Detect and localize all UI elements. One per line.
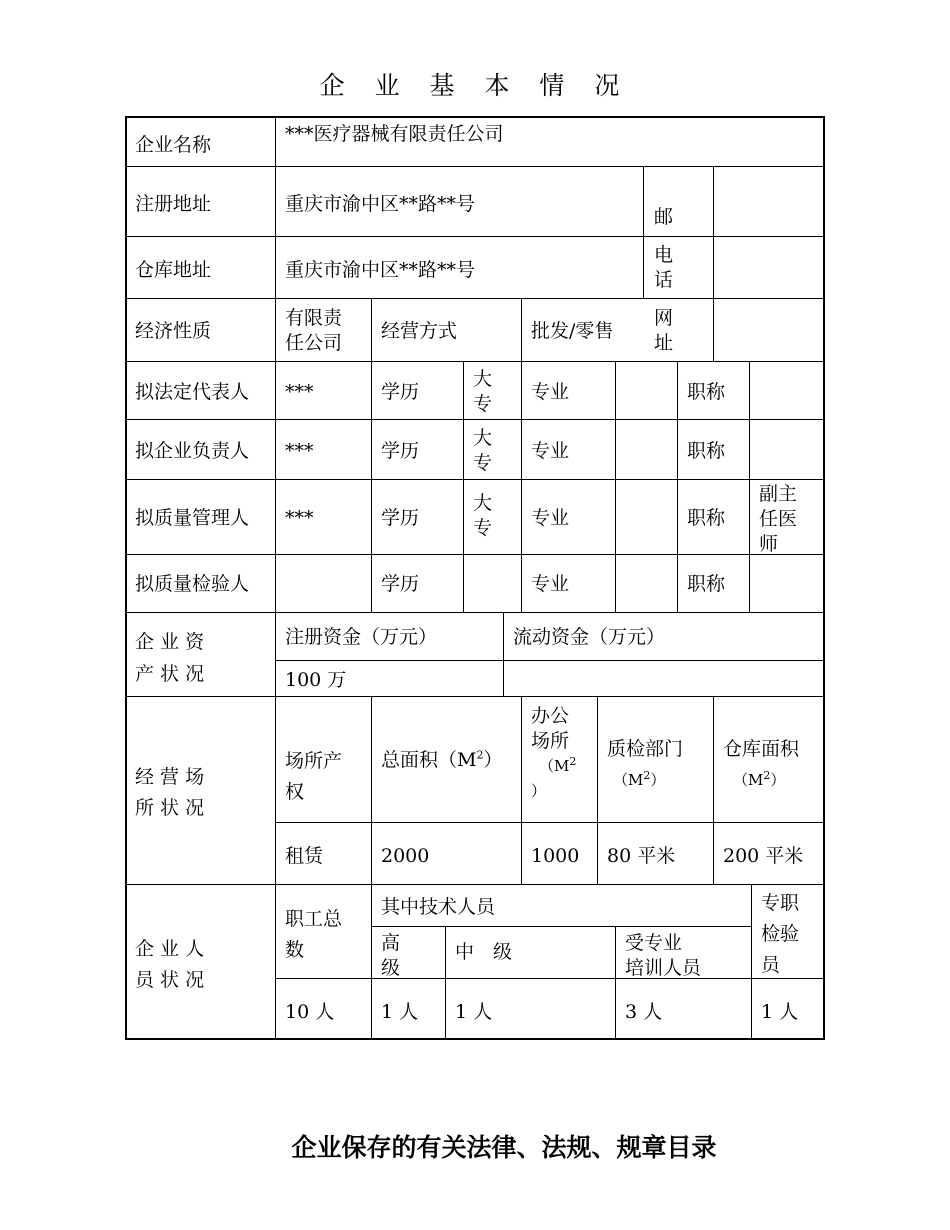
postal-code-label: 邮 xyxy=(654,206,674,228)
trained-staff-value: 3 人 xyxy=(625,1001,663,1023)
row-divider xyxy=(127,419,825,420)
col-divider xyxy=(677,361,678,612)
education-label: 学历 xyxy=(381,573,420,595)
title-label: 职称 xyxy=(687,507,726,529)
economic-nature-label: 经济性质 xyxy=(135,320,212,342)
row-divider xyxy=(127,612,825,613)
col-divider xyxy=(503,612,504,696)
office-area-value: 1000 xyxy=(531,845,580,867)
col-divider xyxy=(751,884,752,1040)
trained-staff-label: 受专业 培训人员 xyxy=(625,932,702,979)
person-role: 拟质量检验人 xyxy=(135,573,250,595)
total-area-label: 总面积$(M^2)$ xyxy=(381,748,503,771)
col-divider xyxy=(371,696,372,884)
row-divider xyxy=(127,479,825,480)
title-label: 职称 xyxy=(687,381,726,403)
col-divider xyxy=(371,361,372,612)
major-label: 专业 xyxy=(531,440,570,462)
person-name: *** xyxy=(285,381,314,403)
title-label: 职称 xyxy=(687,440,726,462)
reg-address-value: 重庆市渝中区**路**号 xyxy=(285,193,476,215)
row-divider xyxy=(275,978,825,979)
row-divider xyxy=(275,166,825,167)
col-divider xyxy=(371,884,372,1040)
inspector-label: 专职 检验 员 xyxy=(761,892,800,976)
col-divider xyxy=(749,361,750,612)
row-divider xyxy=(127,361,825,362)
phone-label: 电 话 xyxy=(654,244,674,291)
major-label: 专业 xyxy=(531,573,570,595)
middle-label: 中 级 xyxy=(455,941,513,963)
ownership-label: 场所产 权 xyxy=(285,750,343,803)
col-divider xyxy=(275,118,276,1040)
row-divider xyxy=(127,236,825,237)
warehouse-address-label: 仓库地址 xyxy=(135,259,212,281)
staff-section-label: 企 业 人 员 状 况 xyxy=(135,938,205,991)
education-value: 大 专 xyxy=(473,368,493,415)
col-divider xyxy=(445,926,446,1040)
row-divider xyxy=(127,166,277,167)
col-divider xyxy=(371,298,372,361)
senior-label: 高 级 xyxy=(381,932,401,979)
person-name: *** xyxy=(285,507,314,529)
education-value: 大 专 xyxy=(473,492,493,539)
row-divider xyxy=(127,554,825,555)
row-divider xyxy=(275,822,825,823)
registered-capital-value: 100 万 xyxy=(285,669,347,691)
warehouse-area-value: 200 平米 xyxy=(723,845,804,867)
major-label: 专业 xyxy=(531,507,570,529)
col-divider xyxy=(463,361,464,612)
row-divider xyxy=(127,298,825,299)
total-staff-value: 10 人 xyxy=(285,1001,335,1023)
website-label: 网 址 xyxy=(654,307,674,354)
col-divider xyxy=(713,298,714,361)
registered-capital-label: 注册资金（万元） xyxy=(285,626,438,648)
qc-area-label: 质检部门 $(M^2)$ xyxy=(607,738,684,789)
education-value: 大 专 xyxy=(473,427,493,474)
person-role: 拟企业负责人 xyxy=(135,440,250,462)
col-divider xyxy=(615,926,616,1040)
col-divider xyxy=(615,361,616,612)
col-divider xyxy=(713,696,714,884)
business-mode-value: 批发/零售 xyxy=(531,320,614,342)
col-divider xyxy=(643,166,644,298)
tech-staff-label: 其中技术人员 xyxy=(381,896,496,918)
ownership-value: 租赁 xyxy=(285,845,324,867)
warehouse-address-value: 重庆市渝中区**路**号 xyxy=(285,259,476,281)
page-title: 企 业 基 本 情 况 xyxy=(319,71,631,100)
col-divider xyxy=(597,696,598,884)
company-name-label: 企业名称 xyxy=(135,134,212,156)
row-divider xyxy=(275,660,825,661)
col-divider xyxy=(521,361,522,612)
senior-value: 1 人 xyxy=(381,1001,419,1023)
economic-nature-value: 有限责 任公司 xyxy=(285,307,343,354)
office-area-label: 办公 场所 （$M^2$ ） xyxy=(531,705,577,800)
title-label: 职称 xyxy=(687,573,726,595)
warehouse-area-label: 仓库面积 $(M^2)$ xyxy=(723,738,800,789)
education-label: 学历 xyxy=(381,440,420,462)
col-divider xyxy=(521,696,522,884)
company-name-value: ***医疗器械有限责任公司 xyxy=(285,123,504,145)
col-divider xyxy=(521,298,522,361)
total-area-value: 2000 xyxy=(381,845,430,867)
enterprise-info-table xyxy=(125,116,825,1040)
middle-value: 1 人 xyxy=(455,1001,493,1023)
assets-section-label: 企 业 资 产 状 况 xyxy=(135,631,205,685)
col-divider xyxy=(713,166,714,298)
total-staff-label: 职工总 数 xyxy=(285,908,343,961)
row-divider xyxy=(127,696,825,697)
major-label: 专业 xyxy=(531,381,570,403)
regulations-heading: 企业保存的有关法律、法规、规章目录 xyxy=(291,1133,717,1162)
qc-area-value: 80 平米 xyxy=(607,845,676,867)
person-role: 拟法定代表人 xyxy=(135,381,250,403)
working-capital-label: 流动资金（万元） xyxy=(513,626,666,648)
education-label: 学历 xyxy=(381,381,420,403)
person-name: *** xyxy=(285,440,314,462)
business-mode-label: 经营方式 xyxy=(381,320,458,342)
inspector-value: 1 人 xyxy=(761,1001,799,1023)
premises-section-label: 经 营 场 所 状 况 xyxy=(135,766,205,819)
reg-address-label: 注册地址 xyxy=(135,193,212,215)
title-value: 副主 任医 师 xyxy=(759,483,798,555)
row-divider xyxy=(371,926,751,927)
education-label: 学历 xyxy=(381,507,420,529)
row-divider xyxy=(127,884,825,885)
person-role: 拟质量管理人 xyxy=(135,507,250,529)
